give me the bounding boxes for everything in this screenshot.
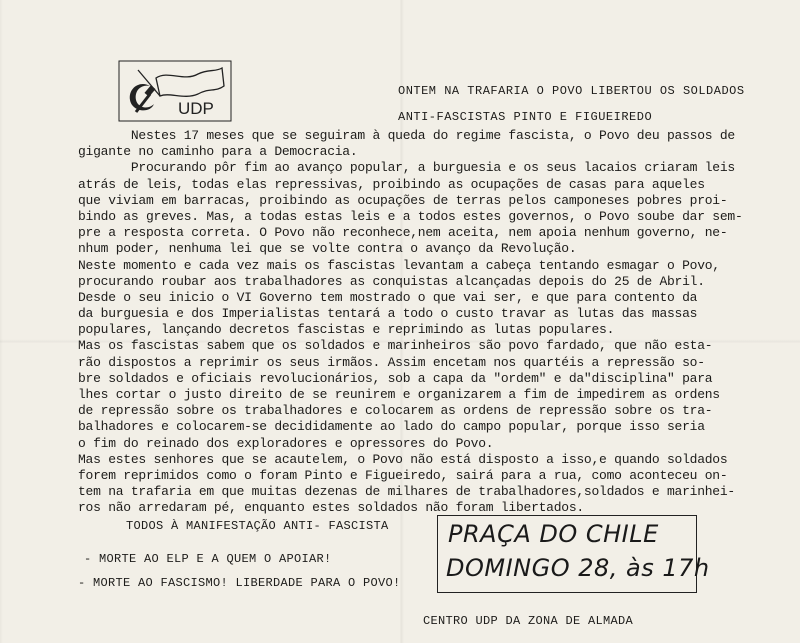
body-line: bindo as greves. Mas, a todas estas leis e a todos estes governos, o Povo soube dar sem- xyxy=(78,208,743,224)
rally-location-stamp xyxy=(437,515,710,593)
body-line: Neste momento e cada vez mais os fascistas levantam a cabeça tentando esmagar o Povo, xyxy=(78,257,720,273)
body-line: rão dispostos a reprimir os seus irmãos. Assim encetam nos quartéis a repressão so- xyxy=(78,354,705,370)
body-line: o fim do reinado dos exploradores e opressores do Povo. xyxy=(78,435,494,451)
slogan-elp: - MORTE AO ELP E A QUEM O APOIAR! xyxy=(84,552,332,566)
rally-call: TODOS À MANIFESTAÇÃO ANTI- FASCISTA xyxy=(126,519,389,533)
stamp-location: PRAÇA DO CHILE xyxy=(448,520,659,548)
body-line: da burguesia e dos Imperialistas tentará a todo o custo travar as lutas das massas xyxy=(78,306,698,322)
body-line: bre soldados e oficiais revolucionários, sob a capa da "ordem" e da"disciplina" para xyxy=(78,370,713,386)
body-line: gigante no caminho para a Democracia. xyxy=(78,144,358,160)
body-line: Mas os fascistas sabem que os soldados e marinheiros são povo fardado, que não esta- xyxy=(78,338,713,354)
hammer-sickle-flag-icon xyxy=(118,60,232,122)
body-line: Mas estes senhores que se acautelem, o Povo não está disposto a isso,e quando soldados xyxy=(78,451,728,467)
body-line: de repressão sobre os trabalhadores e colocarem as ordens de repressão sobre os tra- xyxy=(78,403,713,419)
body-line: lhes cortar o justo direito de se reunirem e organizarem a fim de impedirem as ordens xyxy=(78,387,720,402)
slogan-fascism: - MORTE AO FASCISMO! LIBERDADE PARA O POVO! xyxy=(78,576,401,590)
body-line: Desde o seu inicio o VI Governo tem mostrado o que vai ser, e que para contento da xyxy=(78,289,698,305)
logo-text: UDP xyxy=(178,99,214,118)
body-line: atrás de leis, todas elas repressivas, proibindo as ocupações de casas para aqueles xyxy=(78,176,705,192)
body-line: ros não arredaram pé, enquanto estes soldados não foram libertados. xyxy=(78,500,584,516)
udp-logo xyxy=(118,60,232,122)
signature-footer: CENTRO UDP DA ZONA DE ALMADA xyxy=(423,614,634,628)
body-line: balhadores e colocarem-se decididamente ao lado do campo popular, porque isso seria xyxy=(78,419,705,435)
body-line: Nestes 17 meses que se seguiram à queda do regime fascista, o Povo deu passos de xyxy=(78,128,735,143)
body-line: tem na trafaria em que muitas dezenas de milhares de trabalhadores,soldados e marinhei- xyxy=(78,484,735,500)
headline-line-2: ANTI-FASCISTAS PINTO E FIGUEIREDO xyxy=(398,110,653,124)
body-line: nhum poder, nenhuma lei que se volte contra o avanço da Revolução. xyxy=(78,241,577,257)
body-line: forem reprimidos como o foram Pinto e Figueiredo, sairá para a rua, como aconteceu on- xyxy=(78,467,728,483)
body-line: pre a resposta correta. O Povo não reconhece,nem aceita, nem apoia nenhum governo, ne- xyxy=(78,225,728,241)
body-text xyxy=(78,128,778,517)
body-line: procurando roubar aos trabalhadores as conquistas alcançadas depois do 25 de Abril. xyxy=(78,273,705,289)
stamp-datetime: DOMINGO 28, às 17h xyxy=(446,554,710,582)
body-line: que viviam em barracas, proibindo as ocupações de terras pelos camponeses pobres proi- xyxy=(78,192,728,208)
body-line: populares, lançando decretos fascistas e reprimindo as lutas populares. xyxy=(78,322,615,338)
headline-line-1: ONTEM NA TRAFARIA O POVO LIBERTOU OS SOLDADOS xyxy=(398,84,745,98)
body-line: Procurando pôr fim ao avanço popular, a burguesia e os seus lacaios criaram leis xyxy=(78,160,735,176)
